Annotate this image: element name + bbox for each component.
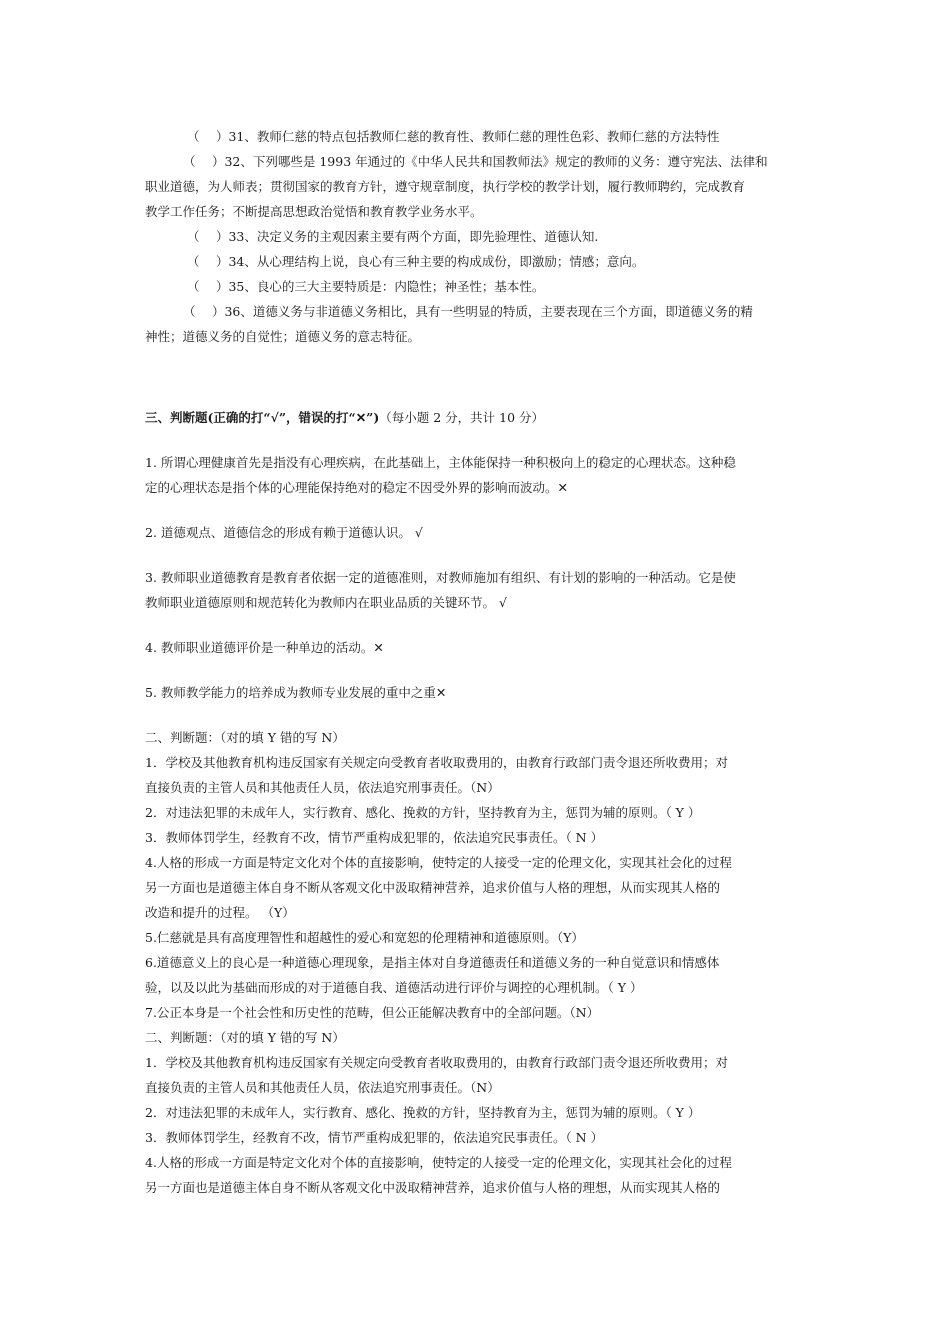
tf-item-4: 4. 教师职业道德评价是一种单边的活动。✕ <box>145 640 384 655</box>
spacer <box>145 705 810 725</box>
yn-section-heading: 二、判断题：（对的填 Y 错的写 N） <box>145 730 345 745</box>
yn-item-4-line-2: 另一方面也是道德主体自身不断从客观文化中汲取精神营养，追求价值与人格的理想，从而实现其人格的 <box>145 880 721 895</box>
question-32-line-2: 职业道德，为人师表；贯彻国家的教育方针，遵守规章制度，执行学校的教学计划，履行教师聘约，完成教育 <box>145 179 746 194</box>
yn-repeat-item-1-line-2: 直接负责的主管人员和其他责任人员，依法追究刑事责任。（N） <box>145 1080 500 1095</box>
question-36-line-1: （ ）36、道德义务与非道德义务相比，具有一些明显的特质，主要表现在三个方面，即道德义务的精 <box>183 304 753 319</box>
heading-note: （每小题 2 分，共计 10 分） <box>379 410 545 425</box>
spacer <box>145 349 810 405</box>
section-heading-true-false <box>145 405 810 430</box>
yn-item-4-line-3: 改造和提升的过程。 （Y） <box>145 905 295 920</box>
spacer <box>145 545 810 565</box>
yn-item-1-line-1: 1．学校及其他教育机构违反国家有关规定向受教育者收取费用的，由教育行政部门责令退还所收费用；对 <box>145 755 728 770</box>
tf-item-3-line-2: 教师职业道德原则和规范转化为教师内在职业品质的关键环节。 √ <box>145 595 507 610</box>
question-36-line-2: 神性；道德义务的自觉性；道德义务的意志特征。 <box>145 329 421 344</box>
yn-item-4-line-1: 4.人格的形成一方面是特定文化对个体的直接影响，使特定的人接受一定的伦理文化，实现其社会化的过程 <box>145 855 732 870</box>
spacer <box>145 660 810 680</box>
tf-item-1-line-1: 1. 所谓心理健康首先是指没有心理疾病，在此基础上，主体能保持一种积极向上的稳定的心理状态。这种稳 <box>145 455 736 470</box>
yn-section-heading-repeat: 二、判断题：（对的填 Y 错的写 N） <box>145 1030 345 1045</box>
tf-item-3-line-1: 3. 教师职业道德教育是教育者依据一定的道德准则，对教师施加有组织、有计划的影响的一种活动。它是使 <box>145 570 736 585</box>
spacer <box>145 430 810 450</box>
spacer <box>145 615 810 635</box>
yn-repeat-item-1-line-1: 1．学校及其他教育机构违反国家有关规定向受教育者收取费用的，由教育行政部门责令退还所收费用；对 <box>145 1055 728 1070</box>
tf-item-1-line-2: 定的心理状态是指个体的心理能保持绝对的稳定不因受外界的影响而波动。✕ <box>145 480 568 495</box>
question-32-line-3: 教学工作任务；不断提高思想政治觉悟和教育教学业务水平。 <box>145 204 483 219</box>
spacer <box>145 500 810 520</box>
question-31: （ ）31、教师仁慈的特点包括教师仁慈的教育性、教师仁慈的理性色彩、教师仁慈的方法特性 <box>187 129 720 144</box>
yn-item-1-line-2: 直接负责的主管人员和其他责任人员，依法追究刑事责任。（N） <box>145 780 500 795</box>
yn-item-5: 5.仁慈就是具有高度理智性和超越性的爱心和宽恕的伦理精神和道德原则。（Y） <box>145 930 584 945</box>
question-33: （ ）33、决定义务的主观因素主要有两个方面，即先验理性、道德认知. <box>187 229 599 244</box>
heading-title: 三、判断题(正确的打“√”，错误的打“✕”) <box>145 410 380 425</box>
yn-item-6-line-2: 验，以及以此为基础而形成的对于道德自我、道德活动进行评价与调控的心理机制。（ Y ） <box>145 980 643 995</box>
yn-repeat-item-2: 2．对违法犯罪的未成年人，实行教育、感化、挽救的方针，坚持教育为主，惩罚为辅的原则。（ Y ） <box>145 1105 701 1120</box>
yn-repeat-item-4-line-2: 另一方面也是道德主体自身不断从客观文化中汲取精神营养，追求价值与人格的理想，从而实现其人格的 <box>145 1180 721 1195</box>
document-page <box>145 124 810 1200</box>
question-34: （ ）34、从心理结构上说，良心有三种主要的构成成份，即激励；情感；意向。 <box>187 254 645 269</box>
tf-item-5: 5. 教师教学能力的培养成为教师专业发展的重中之重✕ <box>145 685 447 700</box>
yn-repeat-item-4-line-1: 4.人格的形成一方面是特定文化对个体的直接影响，使特定的人接受一定的伦理文化，实现其社会化的过程 <box>145 1155 732 1170</box>
yn-item-3: 3．教师体罚学生，经教育不改，情节严重构成犯罪的，依法追究民事责任。（ N ） <box>145 830 604 845</box>
yn-item-2: 2．对违法犯罪的未成年人，实行教育、感化、挽救的方针，坚持教育为主，惩罚为辅的原则。（ Y ） <box>145 805 701 820</box>
tf-item-2: 2. 道德观点、道德信念的形成有赖于道德认识。 √ <box>145 525 423 540</box>
question-35: （ ）35、良心的三大主要特质是：内隐性；神圣性；基本性。 <box>187 279 545 294</box>
yn-repeat-item-3: 3．教师体罚学生，经教育不改，情节严重构成犯罪的，依法追究民事责任。（ N ） <box>145 1130 604 1145</box>
yn-item-7: 7.公正本身是一个社会性和历史性的范畴，但公正能解决教育中的全部问题。（N） <box>145 1005 600 1020</box>
yn-item-6-line-1: 6.道德意义上的良心是一种道德心理现象，是指主体对自身道德责任和道德义务的一种自觉意识和情感体 <box>145 955 720 970</box>
question-32-line-1: （ ）32、下列哪些是 1993 年通过的《中华人民共和国教师法》规定的教师的义务：遵守宪法、法律和 <box>183 154 768 169</box>
